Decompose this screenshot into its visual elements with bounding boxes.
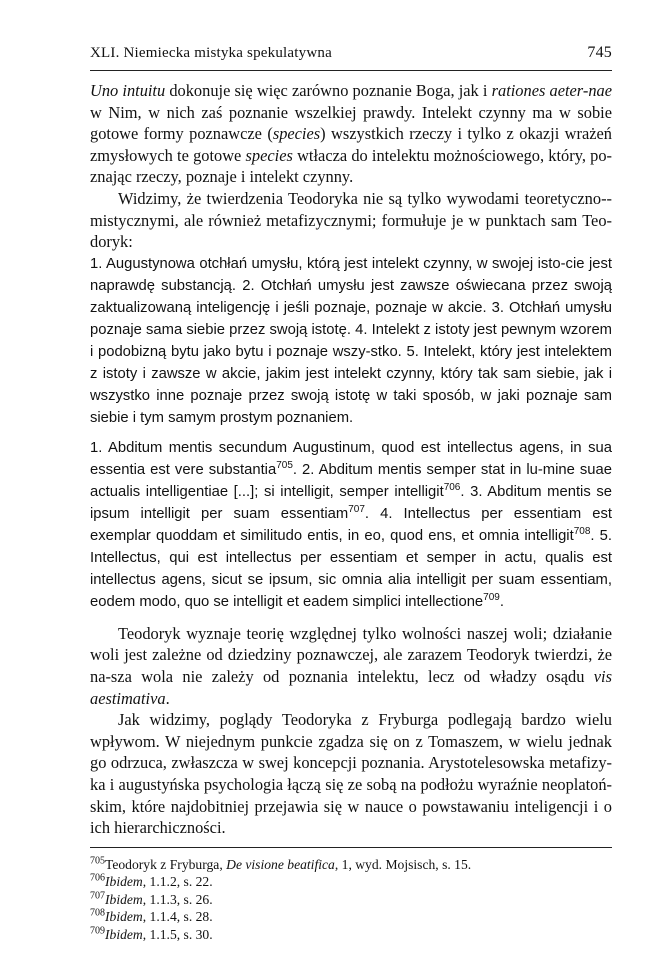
header-rule: [90, 70, 612, 71]
paragraph-4: Jak widzimy, poglądy Teodoryka z Fryburga podlegają bardzo wielu wpływom. W niejednym punkcie zgadza się on z Tomaszem, w wielu jednak go odrzuca, zwłaszcza w swej koncepcji poznania. Arystotelesowska metafizy-ka i augustyńska psychologia łączą się ze sobą na podłożu wyraźnie neoplatoń-skim, które najdobitniej przejawia się w nauce o powstawaniu inteligencji i o ich hierarchiczności.: [90, 710, 612, 838]
text-run: . 2. Abditum mentis semper stat in lu-mine suae actualis intelligentiae [...]; si intelligit, semper intelligit: [90, 461, 612, 500]
footnote: [90, 891, 612, 908]
paragraph-3: [90, 623, 612, 709]
footnote-rule: [90, 847, 612, 848]
text-run: . 5. Intellectus, qui est intellectus per essentiam et semper in actu, qualis est intellectus agens, sicut se ipsum, sic omnia alia intelligit per suam essentiam, eodem modo, quo se intelligit et eadem simplici intellectione: [90, 527, 613, 610]
footnote-number: 708: [90, 907, 105, 919]
italic-term: Ibidem: [105, 874, 143, 890]
paragraph-1: [90, 80, 612, 188]
text-run: Teodoryk wyznaje teorię względnej tylko wolności naszej woli; działanie woli jest zależne od dziedziny poznawczej, ale zarazem Teodoryk twierdzi, że na-sza wola nie zależy od poznania intelektu, lecz od władzy osądu: [90, 623, 612, 686]
text-run: .: [499, 593, 504, 610]
page-number: 745: [587, 44, 612, 61]
footnote-ref[interactable]: 708: [573, 525, 591, 537]
text-run: , 1, wyd. Mojsisch, s. 15.: [334, 857, 472, 872]
italic-term: Ibidem: [105, 909, 143, 925]
footnote-ref[interactable]: 707: [348, 503, 365, 515]
italic-term: Ibidem: [105, 926, 143, 942]
running-header: [90, 44, 612, 62]
footnote-ref[interactable]: 709: [483, 591, 500, 603]
text-run: , 1.1.4, s. 28.: [142, 909, 213, 925]
italic-term: species: [272, 124, 321, 144]
footnote-ref[interactable]: 706: [443, 481, 461, 493]
text-run: . 3. Abditum mentis se ipsum intelligit per suam essentiam: [90, 483, 612, 522]
italic-term: vis aestimativa: [90, 666, 612, 708]
footnote-number: 709: [90, 925, 105, 937]
chapter-title: XLI. Niemiecka mistyka spekulatywna: [90, 45, 332, 61]
text-run: w Nim, w nich zaś poznanie wszelkiej prawdy. Intelekt czynny ma w sobie gotowe formy poznawcze (: [90, 102, 612, 144]
text-run: , 1.1.2, s. 22.: [142, 874, 213, 890]
text-run: 1. Abditum mentis secundum Augustinum, quod est intellectus agens, in sua essentia est vere substantia: [90, 439, 612, 478]
italic-term: Uno intuitu: [90, 81, 166, 100]
footnote-ref[interactable]: 705: [276, 459, 293, 471]
footnote-number: 707: [90, 890, 105, 902]
italic-term: De visione beatifica: [226, 857, 335, 872]
text-run: ) wszystkich rzeczy i tylko z okazji wrażeń zmysłowych te gotowe: [90, 124, 612, 165]
footnote: [90, 856, 612, 873]
text-run: , 1.1.5, s. 30.: [142, 926, 213, 942]
footnotes: [90, 856, 612, 943]
footnote: [90, 926, 612, 943]
block-quote-polish: 1. Augustynowa otchłań umysłu, którą jest intelekt czynny, w swojej isto-cie jest naprawdę substancją. 2. Otchłań umysłu jest zawsze oświecana przez swoją zaktualizowaną inteligencję i jeśli poznaje, poznaje w akcie. 3. Otchłań umysłu poznaje sama siebie przez swoją istotę. 4. Intelekt z istoty jest pewnym wzorem i podobizną bytu jako bytu i poznaje wszy-stko. 5. Intelekt, który jest intelektem z istoty i zawsze w akcie, jakim jest intelekt czynny, który tak sam siebie, jak i wszystko inne poznaje przez swoją istotę w taki sposób, w jaki poznaje sam siebie i tym samym prostym poznaniem.: [90, 255, 612, 426]
italic-term: rationes aeter-nae: [491, 81, 612, 100]
footnote: [90, 908, 612, 925]
block-quote-latin: [90, 437, 612, 613]
text-run: , 1.1.3, s. 26.: [142, 891, 213, 907]
text-run: . 4. Intellectus per essentiam est exemplar quoddam et similitudo entis, in eo, quod ens, et omnia intelligit: [90, 505, 612, 544]
footnote-number: 705: [90, 855, 105, 867]
paragraph-2: Widzimy, że twierdzenia Teodoryka nie są tylko wywodami teoretyczno--mistycznymi, ale również metafizycznymi; formułuje je w punktach sam Teo-doryk:: [90, 188, 612, 252]
text-run: Teodoryk z Fryburga,: [105, 857, 227, 872]
italic-term: species: [245, 145, 293, 165]
text-run: wtłacza do intelektu możnościowego, który, po-znając rzeczy, poznaje i intelekt czynny.: [90, 145, 612, 187]
footnote-number: 706: [90, 872, 105, 884]
footnote: [90, 873, 612, 890]
text-run: .: [165, 688, 170, 708]
main-text: [90, 80, 612, 839]
italic-term: Ibidem: [105, 891, 143, 907]
text-run: dokonuje się więc zarówno poznanie Boga, jak i: [165, 81, 492, 100]
